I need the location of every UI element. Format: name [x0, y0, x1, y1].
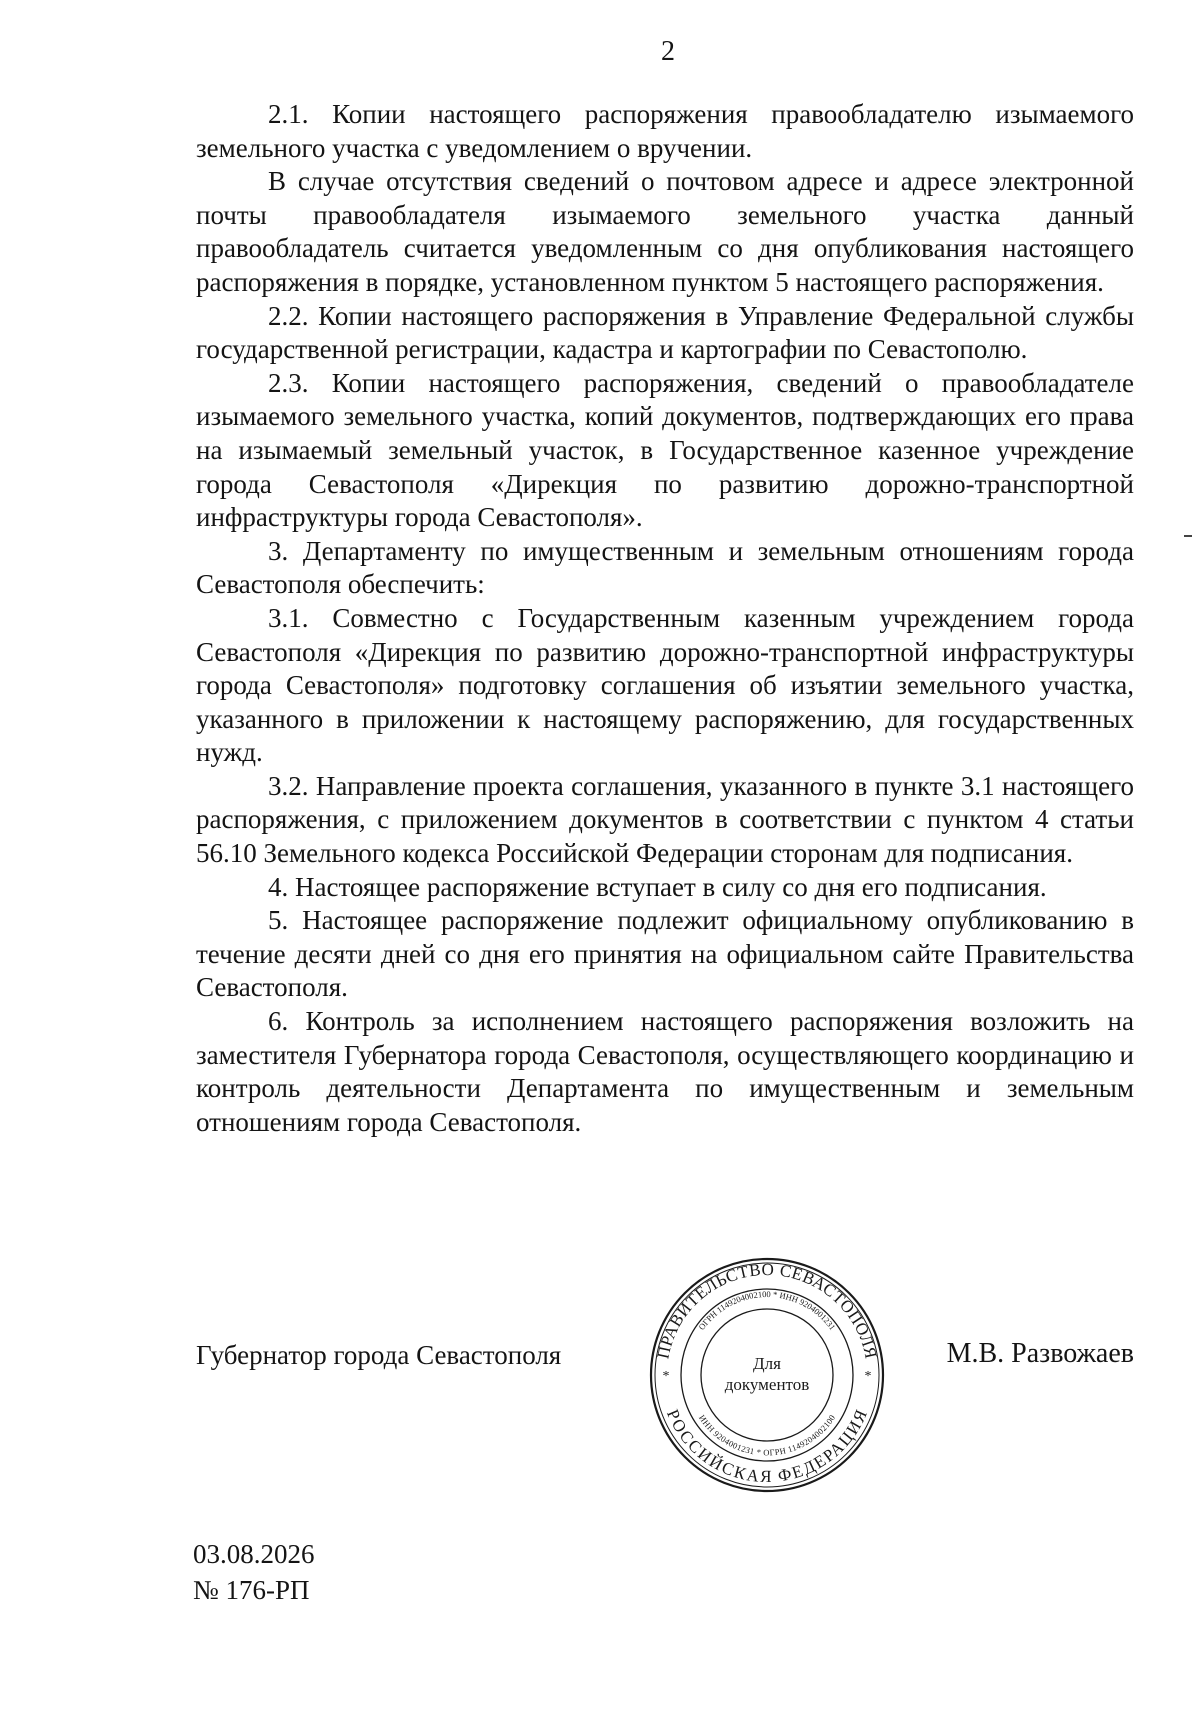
- signer-position: Губернатор города Севастополя: [196, 1340, 562, 1370]
- seal-center-line-2: документов: [724, 1375, 810, 1394]
- paragraph-5: 5. Настоящее распоряжение подлежит официальному опубликованию в течение десяти дней со дня его принятия на официальном сайте Правительства Севастополя.: [196, 905, 1134, 1003]
- paragraph-6: 6. Контроль за исполнением настоящего распоряжения возложить на заместителя Губернатора города Севастополя, осуществляющего координацию и контроль деятельности Департамента по имущественным и земельным отношениям города Севастополя.: [196, 1006, 1134, 1137]
- paragraph-2-3: 2.3. Копии настоящего распоряжения, сведений о правообладателе изымаемого земельного участка, копий документов, подтверждающих его права на изымаемый земельный участок, в Государственное казенное учреждение города Севастополя «Дирекция по развитию дорожно-транспортной инфраструктуры города Севастополя».: [196, 367, 1134, 533]
- margin-mark: [1184, 535, 1192, 537]
- seal-bottom-arc-text: РОССИЙСКАЯ ФЕДЕРАЦИЯ: [662, 1406, 872, 1487]
- signer-name: М.В. Развожаев: [946, 1338, 1134, 1369]
- paragraph-notice: В случае отсутствия сведений о почтовом адресе и адресе электронной почты правообладателя изымаемого земельного участка данный правообладатель считается уведомленным со дня опубликования настоящего распоряжения в порядке, установленном пунктом 5 настоящего распоряжения.: [196, 166, 1134, 297]
- seal-inner-bottom-text: ИНН 9204001231 * ОГРН 1149204002100: [696, 1412, 838, 1458]
- paragraph-4: 4. Настоящее распоряжение вступает в силу со дня его подписания.: [268, 871, 1047, 902]
- document-body: [196, 98, 1134, 1139]
- seal-center-line-1: Для: [753, 1354, 781, 1373]
- document-date: 03.08.2026: [193, 1539, 315, 1569]
- document-number: № 176-РП: [193, 1575, 310, 1605]
- paragraph-3-1: 3.1. Совместно с Государственным казенным учреждением города Севастополя «Дирекция по развитию дорожно-транспортной инфраструктуры города Севастополя» подготовку соглашения об изъятии земельного участка, указанного в приложении к настоящему распоряжению, для государственных нужд.: [196, 602, 1134, 768]
- paragraph-3: 3. Департаменту по имущественным и земельным отношениям города Севастополя обеспечить:: [196, 535, 1134, 600]
- seal-left-star: *: [662, 1369, 670, 1384]
- paragraph-2-1: 2.1. Копии настоящего распоряжения правообладателю изымаемого земельного участка с уведомлением о вручении.: [196, 99, 1134, 163]
- seal-right-star: *: [864, 1369, 872, 1384]
- paragraph-2-2: 2.2. Копии настоящего распоряжения в Управление Федеральной службы государственной регистрации, кадастра и картографии по Севастополю.: [196, 300, 1134, 365]
- paragraph-3-2: 3.2. Направление проекта соглашения, указанного в пункте 3.1 настоящего распоряжения, с приложением документов в соответствии с пунктом 4 статьи 56.10 Земельного кодекса Российской Федерации сторонам для подписания.: [196, 770, 1134, 869]
- official-seal-stamp: [648, 1256, 886, 1494]
- seal-inner-top-text: ОГРН 1149204002100 * ИНН 9204001231: [696, 1288, 838, 1332]
- page-number: 2: [661, 36, 675, 67]
- seal-top-arc-text: ПРАВИТЕЛЬСТВО СЕВАСТОПОЛЯ: [653, 1259, 881, 1361]
